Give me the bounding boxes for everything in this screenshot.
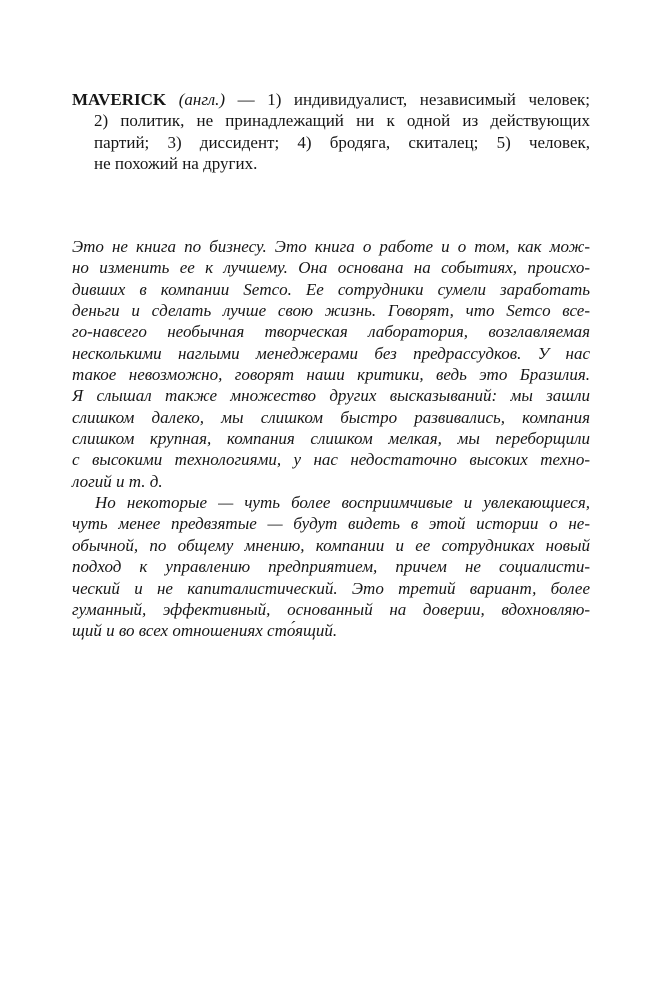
definition-language-note: (англ.) — [178, 90, 226, 109]
definition-continuation — [72, 110, 590, 174]
text-line: Я слышал также множество других высказываний: мы зашли — [72, 386, 590, 406]
definition-block — [72, 89, 590, 174]
paragraph — [72, 492, 590, 641]
text-line: щий и во всех отношениях сто́ящий. — [72, 621, 338, 641]
definition-first-line — [72, 89, 590, 110]
text-line: 2) политик, не принадлежащий ни к одной из действующих — [94, 111, 590, 131]
definition-term: MAVERICK — [72, 90, 167, 109]
text-line: такое невозможно, говорят наши критики, ведь это Бразилия. — [72, 365, 590, 385]
text-line: Это не книга по бизнесу. Это книга о работе и о том, как мож- — [72, 237, 590, 256]
text-line: слишком далеко, мы слишком быстро развивались, компания — [72, 407, 590, 427]
text-line: логий и т. д. — [72, 471, 163, 491]
text-line: но изменить ее к лучшему. Она основана на событиях, происхо- — [72, 258, 590, 278]
text-line: дивших в компании Semco. Ее сотрудники сумели заработать — [72, 279, 590, 299]
definition-first-line-text: — 1) индивидуалист, независимый человек; — [237, 90, 590, 109]
text-line: несколькими наглыми менеджерами без предрассудков. У нас — [72, 343, 590, 363]
text-line: партий; 3) диссидент; 4) бродяга, скиталец; 5) человек, — [94, 132, 590, 152]
body-text-block — [72, 236, 590, 642]
text-line: чуть менее предвзятые — будут видеть в этой истории о не- — [72, 514, 590, 534]
text-line: с высокими технологиями, у нас недостаточно высоких техно- — [72, 450, 590, 470]
text-line: ческий и не капиталистический. Это третий вариант, более — [72, 578, 590, 598]
text-line: Но некоторые — чуть более восприимчивые и увлекающиеся, — [95, 493, 590, 513]
text-line: деньги и сделать лучше свою жизнь. Говорят, что Semco все- — [72, 301, 590, 321]
text-line: го-навсего необычная творческая лаборатория, возглавляемая — [72, 322, 590, 342]
text-line: не похожий на других. — [94, 154, 258, 174]
text-line: подход к управлению предприятием, причем не социалисти- — [72, 557, 590, 577]
text-line: гуманный, эффективный, основанный на доверии, вдохновляю- — [72, 599, 590, 619]
paragraph — [72, 236, 590, 492]
text-line: обычной, по общему мнению, компании и ее сотрудниках новый — [72, 535, 590, 555]
text-line: слишком крупная, компания слишком мелкая, мы переборщили — [72, 429, 590, 449]
